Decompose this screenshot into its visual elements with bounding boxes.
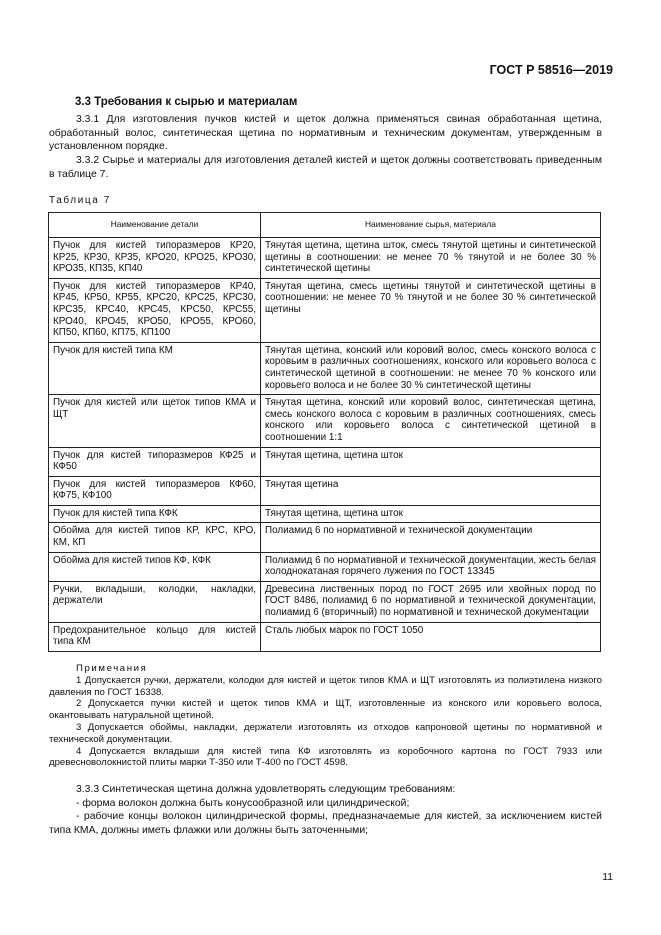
material-cell: Тянутая щетина, конский или коровий волос, смесь конского волоса с коровьим в различных соотношениях, конского или коровьего волоса с синтетической щетиной в соотношении: не менее 70 % конского или коровьего волоса и не более 30 % синтетической щетины <box>261 342 601 394</box>
material-cell: Полиамид 6 по нормативной и технической документации, жесть белая холоднокатаная горячего лужения по ГОСТ 13345 <box>261 552 601 581</box>
paragraph-text: 3.3.3 Синтетическая щетина должна удовлетворять следующим требованиям: <box>76 784 456 795</box>
paragraph-3-3-2 <box>49 154 602 181</box>
material-cell: Тянутая щетина, щетина шток, смесь тянутой щетины и синтетической щетины в соотношении: не менее 70 % тянутой и не более 30 % синтетической щетины <box>261 238 601 279</box>
note-item: 3 Допускается обоймы, накладки, держатели изготовлять из отходов капроновой щетины по нормативной и технической документации. <box>49 721 602 745</box>
table-row <box>49 581 601 622</box>
materials-table <box>48 212 601 652</box>
paragraph-text: 3.3.1 Для изготовления пучков кистей и щеток должна применяться свиная обработанная щетина, обработанный волос, синтетическая щетина по нормативным и техническим документам, утвержденным в установленном порядке. <box>49 114 602 153</box>
table-row <box>49 552 601 581</box>
part-cell: Предохранительное кольцо для кистей типа КМ <box>49 622 261 651</box>
part-cell: Пучок для кистей типоразмеров КР40, КР45, КР50, КР55, КРС20, КРС25, КРС30, КРС35, КРС40, КРС45, КРС50, КРС55, КРО40, КРО45, КРО50, КРО55, КРО60, КП50, КП60, КП75, КП100 <box>49 278 261 342</box>
part-cell: Пучок для кистей типоразмеров КФ60, КФ75, КФ100 <box>49 476 261 505</box>
material-cell: Древесина лиственных пород по ГОСТ 2695 или хвойных пород по ГОСТ 8486, полиамид 6 по нормативной и технической документации, полиамид 6 (вторичный) по нормативной и технической документации <box>261 581 601 622</box>
material-cell: Тянутая щетина, щетина шток <box>261 447 601 476</box>
paragraph-3-3-3 <box>49 783 602 837</box>
material-cell: Тянутая щетина <box>261 476 601 505</box>
material-cell: Сталь любых марок по ГОСТ 1050 <box>261 622 601 651</box>
part-cell: Обойма для кистей типов КФ, КФК <box>49 552 261 581</box>
table-row <box>49 476 601 505</box>
part-cell: Ручки, вкладыши, колодки, накладки, держатели <box>49 581 261 622</box>
part-cell: Пучок для кистей или щеток типов КМА и ЩТ <box>49 395 261 447</box>
part-cell: Обойма для кистей типов КР, КРС, КРО, КМ, КП <box>49 523 261 552</box>
column-header-part: Наименование детали <box>49 213 261 238</box>
notes-title: Примечания <box>76 663 148 674</box>
part-cell: Пучок для кистей типоразмеров КФ25 и КФ50 <box>49 447 261 476</box>
note-item: 1 Допускается ручки, держатели, колодки для кистей и щеток типов КМА и ЩТ изготовлять из полиэтилена низкого давления по ГОСТ 16338. <box>49 674 602 698</box>
table-row <box>49 505 601 523</box>
column-header-material: Наименование сырья, материала <box>261 213 601 238</box>
part-cell: Пучок для кистей типа КФК <box>49 505 261 523</box>
list-item: - рабочие концы волокон цилиндрической формы, предназначаемые для кистей, за исключением кистей типа КМА, должны иметь флажки или должны быть заточенными; <box>49 811 602 836</box>
table-row <box>49 395 601 447</box>
material-cell: Тянутая щетина, конский или коровий волос, синтетическая щетина, смесь конского волоса с коровьим в различных соотношениях, смесь конского или коровьего волоса с синтетической щетиной в соотношении 1:1 <box>261 395 601 447</box>
list-item: - форма волокон должна быть конусообразной или цилиндрической; <box>76 797 410 809</box>
section-title: 3.3 Требования к сырью и материалам <box>75 96 298 108</box>
page-number: 11 <box>602 872 613 883</box>
material-cell: Тянутая щетина, щетина шток <box>261 505 601 523</box>
table-row <box>49 447 601 476</box>
paragraph-text: 3.3.2 Сырье и материалы для изготовления деталей кистей и щеток должны соответствовать приведенным в таблице 7. <box>49 155 602 180</box>
table-row <box>49 238 601 279</box>
paragraph-3-3-1 <box>49 113 602 154</box>
material-cell: Полиамид 6 по нормативной и технической документации <box>261 523 601 552</box>
note-item: 4 Допускается вкладыши для кистей типа КФ изготовлять из коробочного картона по ГОСТ 7933 или древесноволокнистой плиты марки Т-350 или Т-400 по ГОСТ 4598. <box>49 745 602 769</box>
table-header-row <box>49 213 601 238</box>
part-cell: Пучок для кистей типоразмеров КР20, КР25, КР30, КР35, КРО20, КРО25, КРО30, КРО35, КП35, КП40 <box>49 238 261 279</box>
table-row <box>49 342 601 394</box>
table-notes <box>49 663 602 769</box>
table-row <box>49 523 601 552</box>
document-code: ГОСТ Р 58516—2019 <box>489 63 613 77</box>
part-cell: Пучок для кистей типа КМ <box>49 342 261 394</box>
table-row <box>49 278 601 342</box>
material-cell: Тянутая щетина, смесь щетины тянутой и синтетической щетины в соотношении: не менее 70 % тянутой и не более 30 % синтетической щетины <box>261 278 601 342</box>
note-item: 2 Допускается пучки кистей и щеток типов КМА и ЩТ, изготовленные из конского или коровьего волоса, окантовывать натуральной щетиной. <box>49 698 602 722</box>
table-caption: Таблица 7 <box>49 195 111 206</box>
table-row <box>49 622 601 651</box>
